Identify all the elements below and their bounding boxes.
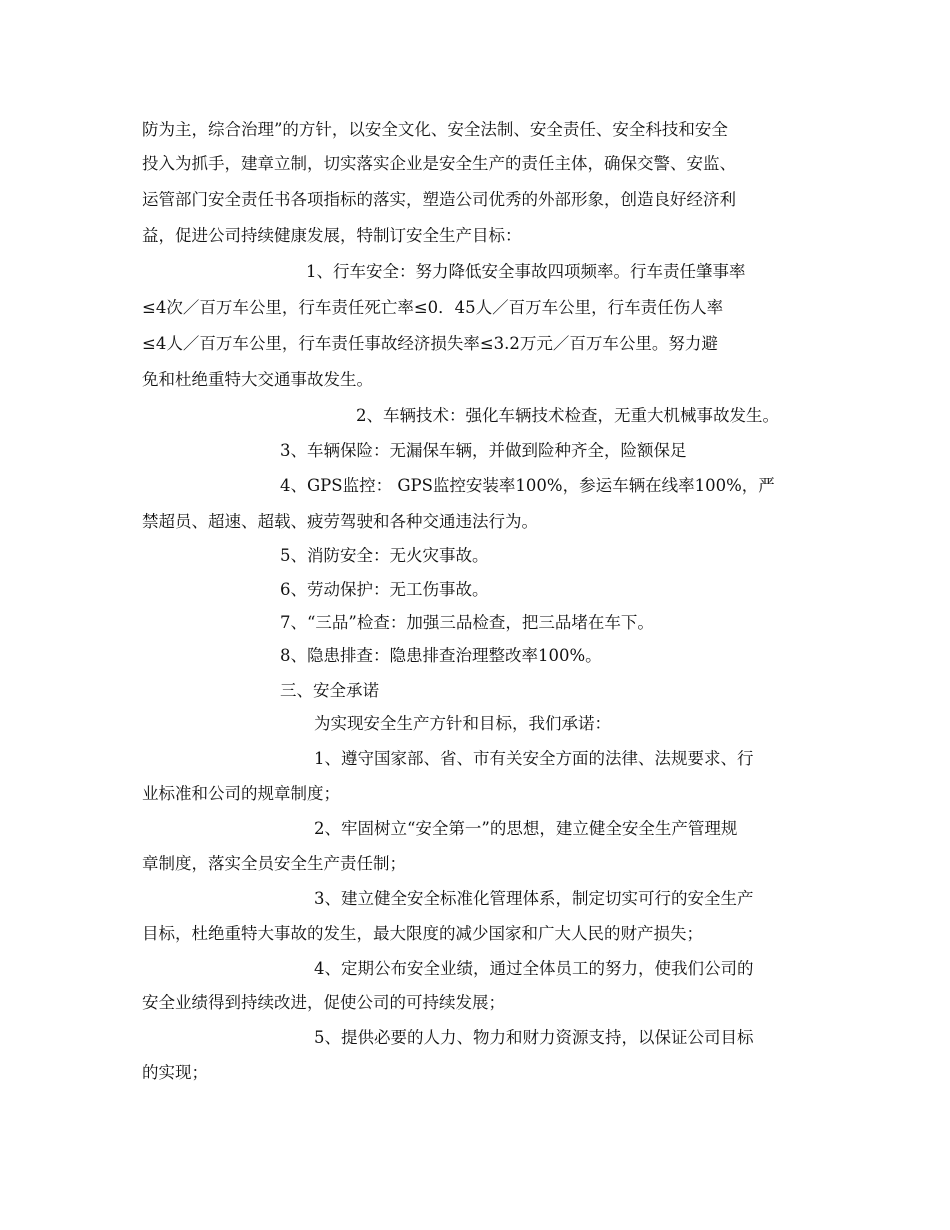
- text-line: 目标，杜绝重特大事故的发生，最大限度的减少国家和广大人民的财产损失；: [142, 924, 703, 943]
- text-line: 5、消防安全：无火灾事故。: [280, 546, 489, 565]
- text-line: 章制度，落实全员安全生产责任制；: [142, 854, 406, 873]
- text-line: 的实现；: [142, 1063, 208, 1082]
- text-line: 安全业绩得到持续改进，促使公司的可持续发展；: [142, 993, 505, 1012]
- text-line: ≤4人／百万车公里，行车责任事故经济损失率≤3.2万元／百万车公里。努力避: [142, 334, 718, 353]
- text-line: ≤4次／百万车公里，行车责任死亡率≤0．45人／百万车公里，行车责任伤人率: [142, 298, 724, 317]
- text-line: 为实现安全生产方针和目标，我们承诺：: [314, 714, 611, 733]
- text-line: 益，促进公司持续健康发展，特制订安全生产目标：: [142, 226, 522, 245]
- section-heading: 三、安全承诺: [280, 681, 379, 700]
- text-line: 投入为抓手，建章立制，切实落实企业是安全生产的责任主体，确保交警、安监、: [142, 154, 736, 173]
- text-line: 2、车辆技术：强化车辆技术检查，无重大机械事故发生。: [356, 406, 779, 425]
- text-line: 免和杜绝重特大交通事故发生。: [142, 370, 373, 389]
- text-line: 1、遵守国家部、省、市有关安全方面的法律、法规要求、行: [314, 749, 754, 768]
- text-line: 1、行车安全：努力降低安全事故四项频率。行车责任肇事率: [306, 262, 746, 281]
- text-line: 4、定期公布安全业绩，通过全体员工的努力，使我们公司的: [314, 959, 754, 978]
- text-line: 3、建立健全安全标准化管理体系，制定切实可行的安全生产: [314, 889, 754, 908]
- text-line: 运管部门安全责任书各项指标的落实，塑造公司优秀的外部形象，创造良好经济利: [142, 190, 736, 209]
- text-line: 8、隐患排查：隐患排查治理整改率100%。: [280, 646, 602, 665]
- text-line: 6、劳动保护：无工伤事故。: [280, 580, 489, 599]
- text-line: 5、提供必要的人力、物力和财力资源支持，以保证公司目标: [314, 1028, 754, 1047]
- text-line: 2、牢固树立“安全第一”的思想，建立健全安全生产管理规: [314, 819, 738, 838]
- text-line: 业标准和公司的规章制度；: [142, 784, 340, 803]
- text-line: 禁超员、超速、超载、疲劳驾驶和各种交通违法行为。: [142, 512, 538, 531]
- text-line: 防为主，综合治理”的方针，以安全文化、安全法制、安全责任、安全科技和安全: [142, 120, 728, 139]
- text-line: 7、“三品”检查：加强三品检查，把三品堵在车下。: [280, 613, 654, 632]
- text-line: 3、车辆保险：无漏保车辆，并做到险种齐全，险额保足: [280, 441, 687, 460]
- text-line: 4、GPS监控： GPS监控安装率100%，参运车辆在线率100%，严: [280, 476, 775, 495]
